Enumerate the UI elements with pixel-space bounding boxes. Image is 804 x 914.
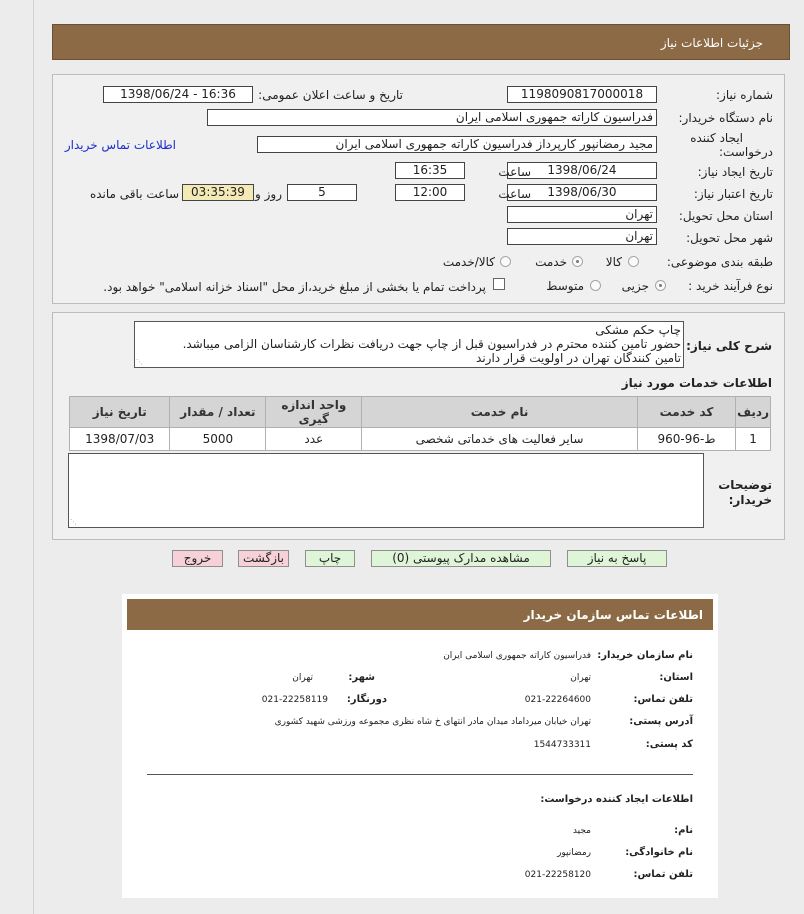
exit-button[interactable]: خروج xyxy=(172,550,223,567)
buyer-notes-label-1: توضیحات xyxy=(718,478,772,492)
announce-datetime-field: 1398/06/24 - 16:36 xyxy=(103,86,253,103)
col-service-name: نام خدمت xyxy=(362,397,638,428)
created-time-field: 16:35 xyxy=(395,162,465,179)
services-title: اطلاعات خدمات مورد نیاز xyxy=(621,376,772,390)
col-unit: واحد اندازه گیری xyxy=(266,397,362,428)
col-quantity: تعداد / مقدار xyxy=(170,397,266,428)
buyer-contact-link[interactable]: اطلاعات تماس خریدار xyxy=(64,138,176,152)
validity-date-label: تاریخ اعتبار نیاز: xyxy=(693,187,773,201)
process-option-partial: جزیی xyxy=(621,279,649,293)
contact-phone-value: 021-22264600 xyxy=(524,695,591,705)
reply-button[interactable]: پاسخ به نیاز xyxy=(567,550,667,567)
creator-section-title: اطلاعات ایجاد کننده درخواست: xyxy=(540,794,693,805)
category-radio-service[interactable] xyxy=(572,256,583,267)
process-radio-medium[interactable] xyxy=(590,280,601,291)
creator-family-label: نام خانوادگی: xyxy=(625,847,693,858)
created-time-label: ساعت xyxy=(498,165,531,179)
creator-label-1: ایجاد کننده xyxy=(690,131,743,145)
days-label: روز و xyxy=(255,187,282,201)
contact-province-label: استان: xyxy=(659,672,693,683)
buyer-notes-textarea[interactable] xyxy=(68,453,704,528)
contact-postal-value: 1544733311 xyxy=(533,740,591,750)
page-header xyxy=(52,24,790,60)
contact-org-value: فدراسیون کاراته جمهوری اسلامی ایران xyxy=(443,651,591,661)
created-date-field: 1398/06/24 xyxy=(507,162,657,179)
contact-fax-label: دورنگار: xyxy=(346,694,387,705)
services-header-row xyxy=(70,397,771,428)
buyer-org-field: فدراسیون کاراته جمهوری اسلامی ایران xyxy=(207,109,657,126)
contact-phone-label: تلفن تماس: xyxy=(633,694,693,705)
city-label: شهر محل تحویل: xyxy=(686,231,773,245)
contact-divider xyxy=(147,774,693,775)
category-radio-goods[interactable] xyxy=(628,256,639,267)
print-button[interactable]: چاپ xyxy=(305,550,355,567)
buyer-org-label: نام دستگاه خریدار: xyxy=(678,111,773,125)
contact-city-value: تهران xyxy=(292,673,313,683)
summary-line-1: چاپ حکم مشکی xyxy=(595,323,681,337)
category-option-service: خدمت xyxy=(535,255,567,269)
back-button[interactable]: بازگشت xyxy=(238,550,289,567)
page-title: جزئیات اطلاعات نیاز xyxy=(660,36,763,50)
contact-card-title: اطلاعات تماس سازمان خریدار xyxy=(523,608,703,622)
province-field: تهران xyxy=(507,206,657,223)
process-label: نوع فرآیند خرید : xyxy=(688,279,773,293)
creator-phone-label: تلفن تماس: xyxy=(633,869,693,880)
remaining-days-field: 5 xyxy=(287,184,357,201)
attachments-button[interactable]: مشاهده مدارک پیوستی (0) xyxy=(371,550,551,567)
contact-city-label: شهر: xyxy=(348,672,375,683)
creator-label-2: درخواست: xyxy=(719,145,773,159)
created-date-label: تاریخ ایجاد نیاز: xyxy=(697,165,773,179)
contact-org-label: نام سازمان خریدار: xyxy=(597,650,693,661)
contact-province-value: تهران xyxy=(570,673,591,683)
category-option-goods: کالا xyxy=(605,255,622,269)
creator-family-value: رمضانپور xyxy=(557,848,591,858)
creator-name-label: نام: xyxy=(674,825,693,836)
col-service-code: کد خدمت xyxy=(637,397,735,428)
category-radio-goods-service[interactable] xyxy=(500,256,511,267)
remaining-time-label: ساعت باقی مانده xyxy=(89,187,179,201)
contact-fax-value: 021-22258119 xyxy=(261,695,328,705)
table-row xyxy=(70,428,771,451)
validity-time-label: ساعت xyxy=(498,187,531,201)
contact-card-header xyxy=(127,599,713,630)
city-field: تهران xyxy=(507,228,657,245)
contact-address-value: تهران خیابان میرداماد میدان مادر انتهای خ شاه نظری مجموعه ورزشی شهید کشوری xyxy=(274,717,591,727)
cell-unit: عدد xyxy=(266,428,362,451)
cell-service-name: سایر فعالیت های خدماتی شخصی xyxy=(362,428,638,451)
need-number-label: شماره نیاز: xyxy=(716,88,773,102)
services-table xyxy=(69,396,771,451)
summary-line-2: حضور تامین کننده محترم در فدراسیون قبل از چاپ جهت دریافت نظرات کارشناسان الزامی میباشد. xyxy=(182,337,681,351)
category-label: طبقه بندی موضوعی: xyxy=(666,255,773,269)
cell-service-code: ط-96-960 xyxy=(637,428,735,451)
buyer-notes-label-2: خریدار: xyxy=(728,493,772,507)
summary-textarea[interactable] xyxy=(134,321,684,368)
validity-time-field: 12:00 xyxy=(395,184,465,201)
announce-label: تاریخ و ساعت اعلان عمومی: xyxy=(258,88,403,102)
need-number-field: 1198090817000018 xyxy=(507,86,657,103)
buyer-contact-card xyxy=(122,594,718,898)
col-need-date: تاریخ نیاز xyxy=(70,397,170,428)
creator-phone-value: 021-22258120 xyxy=(524,870,591,880)
creator-field: مجید رمضانپور کارپرداز فدراسیون کاراته جمهوری اسلامی ایران xyxy=(257,136,657,153)
remaining-time-field: 03:35:39 xyxy=(182,184,254,201)
creator-name-value: مجید xyxy=(572,826,591,836)
treasury-checkbox[interactable] xyxy=(493,278,505,290)
process-option-medium: متوسط xyxy=(546,279,584,293)
cell-need-date: 1398/07/03 xyxy=(70,428,170,451)
validity-date-field: 1398/06/30 xyxy=(507,184,657,201)
col-row-number: ردیف xyxy=(736,397,771,428)
summary-line-3: تامین کنندگان تهران در اولویت قرار دارند xyxy=(476,351,681,365)
process-radio-partial[interactable] xyxy=(655,280,666,291)
cell-row-number: 1 xyxy=(736,428,771,451)
contact-address-label: آدرس پستی: xyxy=(629,716,693,727)
treasury-note: پرداخت تمام یا بخشی از مبلغ خرید،از محل "اسناد خزانه اسلامی" خواهد بود. xyxy=(103,280,486,294)
resize-grip-icon[interactable]: ⋰ xyxy=(70,518,77,526)
resize-grip-icon[interactable]: ⋰ xyxy=(136,358,143,366)
province-label: استان محل تحویل: xyxy=(678,209,773,223)
summary-label: شرح کلی نیاز: xyxy=(686,339,772,353)
cell-quantity: 5000 xyxy=(170,428,266,451)
contact-postal-label: کد پستی: xyxy=(645,739,693,750)
category-option-goods-service: کالا/خدمت xyxy=(442,255,495,269)
